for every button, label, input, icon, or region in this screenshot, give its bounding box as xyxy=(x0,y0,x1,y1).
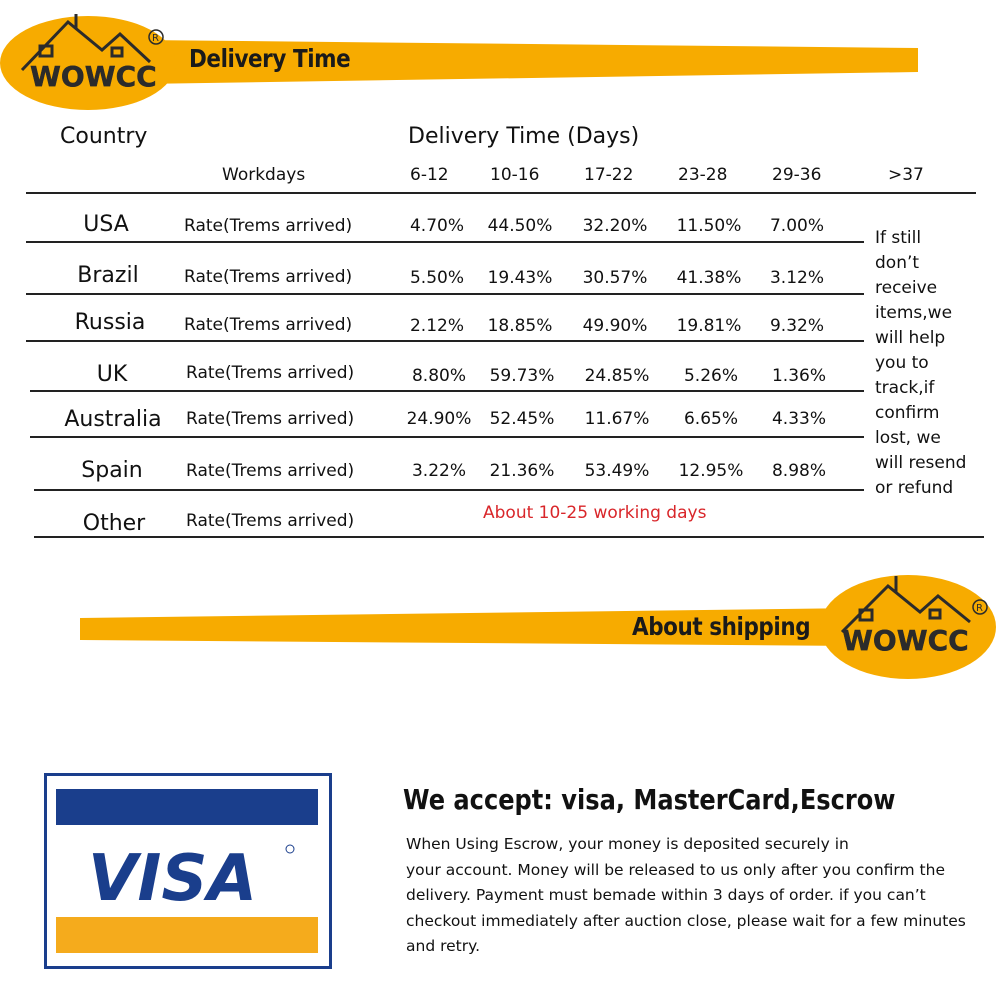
rate-value: 32.20% xyxy=(582,216,648,236)
escrow-line: your account. Money will be released to us only after you confirm the xyxy=(406,860,945,879)
country-name: Spain xyxy=(81,458,143,483)
range-header: 6-12 xyxy=(410,165,449,185)
country-name: UK xyxy=(96,362,128,387)
rate-value: 12.95% xyxy=(678,461,744,481)
rate-value: 30.57% xyxy=(582,268,648,288)
rate-value: 41.38% xyxy=(676,268,742,288)
rate-value: 52.45% xyxy=(489,409,555,429)
rate-value: 24.85% xyxy=(584,366,650,386)
rate-value: 3.12% xyxy=(769,268,824,288)
rate-label: Rate(Trems arrived) xyxy=(184,216,353,236)
rate-value: 18.85% xyxy=(487,316,553,336)
rate-value: 11.50% xyxy=(676,216,742,236)
row-divider xyxy=(34,489,864,491)
delivery-time-title: Delivery Time xyxy=(189,44,351,73)
escrow-line: checkout immediately after auction close, please wait for a few minutes xyxy=(406,911,966,930)
table-bottom-rule xyxy=(34,536,984,538)
country-name: Russia xyxy=(74,310,146,335)
about-shipping-banner xyxy=(0,570,1000,710)
row-divider xyxy=(26,293,864,295)
rate-value: 59.73% xyxy=(489,366,555,386)
rate-value: 6.65% xyxy=(683,409,738,429)
payment-accept-title: We accept: visa, MasterCard,Escrow xyxy=(403,783,896,816)
escrow-line: and retry. xyxy=(406,937,480,955)
country-name: Brazil xyxy=(77,263,139,288)
escrow-line: When Using Escrow, your money is deposited securely in xyxy=(406,835,849,853)
rate-value: 11.67% xyxy=(584,409,650,429)
side-note-line: you to xyxy=(875,353,929,373)
row-divider xyxy=(30,436,864,438)
delivery-time-banner xyxy=(0,0,1000,130)
rate-value: 2.12% xyxy=(409,316,464,336)
rate-value: 53.49% xyxy=(584,461,650,481)
side-note-line: lost, we xyxy=(875,428,941,448)
rate-label: Rate(Trems arrived) xyxy=(186,409,355,429)
rate-label: Rate(Trems arrived) xyxy=(186,511,355,531)
rate-label: Rate(Trems arrived) xyxy=(186,363,355,383)
side-note-line: receive xyxy=(875,278,938,298)
rate-value: 19.81% xyxy=(676,316,742,336)
rate-value: 4.70% xyxy=(409,216,464,236)
rate-value: 24.90% xyxy=(406,409,472,429)
side-note xyxy=(875,226,985,501)
about-shipping-title: About shipping xyxy=(632,612,811,641)
rate-value: 8.80% xyxy=(411,366,466,386)
country-name: Other xyxy=(82,511,146,536)
logo-text: WOWCC xyxy=(842,624,969,657)
range-header: 29-36 xyxy=(772,165,822,185)
country-name: Australia xyxy=(64,407,162,432)
visa-wordmark: VISA xyxy=(88,842,257,916)
rate-value: 3.22% xyxy=(411,461,466,481)
visa-card-logo xyxy=(44,773,332,969)
registered-mark: R xyxy=(152,33,159,44)
rate-value: 5.26% xyxy=(683,366,738,386)
row-divider xyxy=(30,390,864,392)
header-divider xyxy=(26,192,976,194)
country-header: Country xyxy=(60,124,148,149)
side-note-line: will help xyxy=(875,328,946,348)
rate-label: Rate(Trems arrived) xyxy=(184,315,353,335)
row-divider xyxy=(26,340,864,342)
rate-value: 1.36% xyxy=(771,366,826,386)
rate-value: 19.43% xyxy=(487,268,553,288)
country-name: USA xyxy=(83,212,129,237)
rate-value: 8.98% xyxy=(771,461,826,481)
rate-value: 49.90% xyxy=(582,316,648,336)
rate-label: Rate(Trems arrived) xyxy=(184,267,353,287)
range-header: 10-16 xyxy=(490,165,540,185)
range-header: >37 xyxy=(888,165,924,185)
rate-label: Rate(Trems arrived) xyxy=(186,461,355,481)
range-header: 23-28 xyxy=(678,165,728,185)
side-note-line: or refund xyxy=(875,478,954,498)
workdays-label: Workdays xyxy=(222,165,306,185)
visa-gold-band xyxy=(56,917,318,953)
range-header: 17-22 xyxy=(584,165,634,185)
rate-value: 5.50% xyxy=(409,268,464,288)
logo-text: WOWCC xyxy=(30,60,157,93)
escrow-line: delivery. Payment must bemade within 3 days of order. if you can’t xyxy=(406,886,926,904)
side-note-line: If still xyxy=(875,228,922,248)
side-note-line: items,we xyxy=(875,303,953,323)
side-note-line: track,if xyxy=(875,378,935,398)
side-note-line: will resend xyxy=(875,453,967,473)
visa-blue-band xyxy=(56,789,318,825)
other-delivery-note: About 10-25 working days xyxy=(483,503,707,523)
rate-value: 21.36% xyxy=(489,461,555,481)
rate-value: 44.50% xyxy=(487,216,553,236)
rate-value: 4.33% xyxy=(771,409,826,429)
side-note-line: confirm xyxy=(875,403,940,423)
registered-mark: R xyxy=(976,603,983,614)
delivery-time-header: Delivery Time (Days) xyxy=(408,124,640,149)
side-note-line: don’t xyxy=(875,253,920,273)
row-divider xyxy=(26,241,864,243)
rate-value: 9.32% xyxy=(769,316,824,336)
rate-value: 7.00% xyxy=(769,216,824,236)
escrow-description xyxy=(406,832,981,960)
